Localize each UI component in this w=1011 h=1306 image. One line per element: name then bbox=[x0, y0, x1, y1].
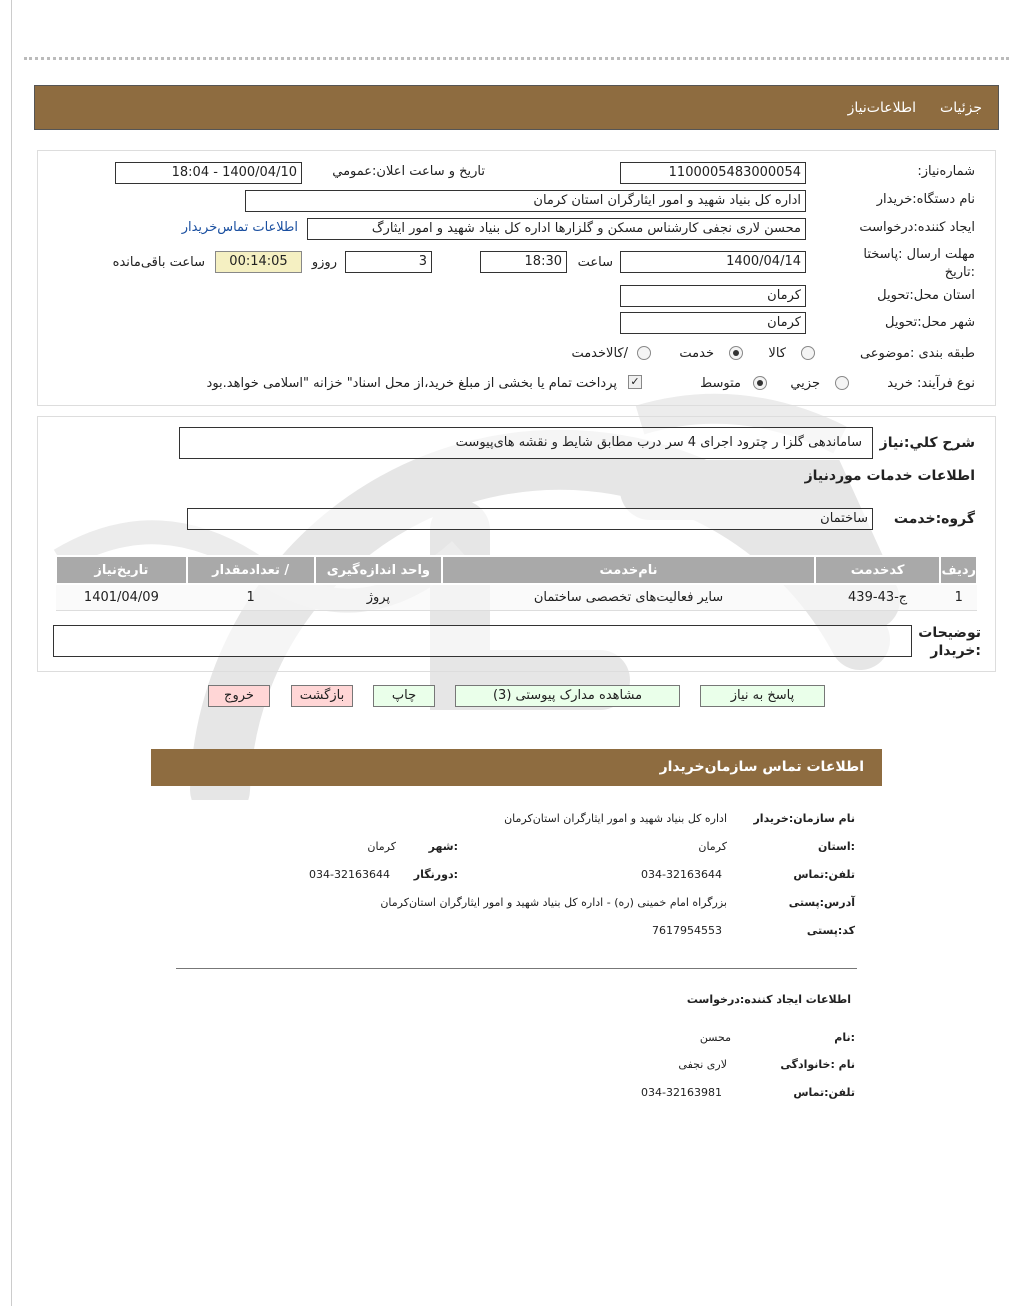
services-table bbox=[55, 555, 978, 611]
left-border-line bbox=[11, 0, 12, 1306]
deadline-label: مهلت ارسال :پاسختا :تاریخ bbox=[863, 247, 975, 280]
service-group-label: گروه:خدمت bbox=[893, 511, 975, 527]
deadline-time-field: 18:30 bbox=[480, 251, 567, 273]
buyer-notes-field bbox=[53, 625, 912, 657]
table-cell: ج-43-439 bbox=[815, 584, 941, 610]
org-name-label: نام سازمان:خریدار bbox=[753, 812, 855, 825]
creator-family-label: نام :خانوادگی bbox=[780, 1058, 855, 1071]
org-name-value: اداره کل بنیاد شهید و امور ایثارگران استان‌کرمان bbox=[504, 812, 727, 825]
province-field: کرمان bbox=[620, 285, 806, 307]
contact-phone-value: 034-32163644 bbox=[641, 868, 722, 881]
category-radio-goods[interactable] bbox=[801, 346, 815, 360]
creator-field: محسن لاری نجفی کارشناس مسکن و گلزارها اداره کل بنیاد شهید و امور ایثارگ bbox=[307, 218, 806, 240]
category-option-goods: کالا bbox=[768, 346, 786, 361]
need-number-field: 1100005483000054 bbox=[620, 162, 806, 184]
category-option-goods-service: /کالاخدمت bbox=[571, 346, 628, 361]
creator-name-value: محسن bbox=[699, 1031, 731, 1044]
contact-city-value: کرمان bbox=[367, 840, 396, 853]
description-field: ساماندهی گلزا ر چترود اجرای 4 سر درب مطابق شایط و نقشه های‌پیوست bbox=[179, 427, 873, 459]
deadline-date-field: 1400/04/14 bbox=[620, 251, 806, 273]
buyer-contact-title: اطلاعات تماس سازمان‌خریدار bbox=[659, 759, 864, 775]
province-label: استان محل:تحویل bbox=[877, 288, 975, 303]
category-radio-goods-service[interactable] bbox=[637, 346, 651, 360]
category-radio-service[interactable] bbox=[729, 346, 743, 360]
exit-button[interactable]: خروج bbox=[208, 685, 270, 707]
buyer-contact-link[interactable]: اطلاعات تماس‌خریدار bbox=[181, 220, 298, 235]
view-attachments-button[interactable]: مشاهده مدارک پیوستی (3) bbox=[455, 685, 680, 707]
process-radio-medium[interactable] bbox=[753, 376, 767, 390]
contact-province-value: کرمان bbox=[698, 840, 727, 853]
details-header-bar bbox=[34, 85, 999, 130]
days-field: 3 bbox=[345, 251, 432, 273]
table-header-row bbox=[56, 556, 977, 584]
hour-label: ساعت bbox=[577, 255, 613, 270]
contact-address-label: آدرس:پستی bbox=[788, 896, 855, 909]
announce-datetime-field: 1400/04/10 - 18:04 bbox=[115, 162, 302, 184]
contact-fax-label: :دورنگار bbox=[413, 868, 458, 881]
reply-button[interactable]: پاسخ به نیاز bbox=[700, 685, 825, 707]
buyer-notes-label: توضیحات :خریدار bbox=[918, 625, 981, 659]
process-option-minor: جزیي bbox=[790, 376, 820, 391]
print-button[interactable]: چاپ bbox=[373, 685, 435, 707]
creator-name-label: :نام bbox=[834, 1031, 855, 1044]
contact-postal-label: کد:پستی bbox=[806, 924, 855, 937]
contact-city-label: :شهر bbox=[428, 840, 458, 853]
creator-phone-value: 034-32163981 bbox=[641, 1086, 722, 1099]
category-label: طبقه بندی :موضوعی bbox=[859, 346, 975, 361]
contact-phone-label: تلفن:تماس bbox=[793, 868, 855, 881]
buyer-field: اداره کل بنیاد شهید و امور ایثارگران استان کرمان bbox=[245, 190, 806, 212]
creator-label: ایجاد کننده:درخواست bbox=[859, 220, 975, 235]
description-label: شرح کلي:نیاز bbox=[879, 435, 975, 451]
creator-phone-label: تلفن:تماس bbox=[793, 1086, 855, 1099]
contact-fax-value: 034-32163644 bbox=[309, 868, 390, 881]
table-cell: پروژ bbox=[315, 584, 443, 610]
creator-info-title: اطلاعات ایجاد کننده:درخواست bbox=[686, 993, 851, 1006]
column-header: نام‌خدمت bbox=[442, 556, 815, 584]
services-title: اطلاعات خدمات موردنیاز bbox=[804, 468, 975, 484]
table-row bbox=[56, 584, 977, 610]
back-button[interactable]: بازگشت bbox=[291, 685, 353, 707]
city-field: کرمان bbox=[620, 312, 806, 334]
table-cell: 1401/04/09 bbox=[56, 584, 187, 610]
treasury-payment-note: پرداخت تمام یا بخشی از مبلغ خرید،از محل اسناد" خزانه "اسلامی خواهد.بود bbox=[206, 376, 617, 391]
tab-need-info[interactable]: اطلاعات‌نیاز bbox=[847, 100, 916, 116]
announce-label: تاریخ و ساعت اعلان:عمومي bbox=[332, 164, 485, 179]
remaining-label: ساعت باقی‌مانده bbox=[112, 255, 205, 270]
days-label: روزو bbox=[311, 255, 337, 270]
tab-details[interactable]: جزئیات bbox=[940, 100, 982, 116]
category-option-service: خدمت bbox=[679, 346, 714, 361]
contact-address-value: بزرگراه امام خمینی (ره) - اداره کل بنیاد شهید و امور ایثارگران استان‌کرمان bbox=[380, 896, 727, 909]
table-cell: 1 bbox=[940, 584, 977, 610]
column-header: تاریخ‌نیاز bbox=[56, 556, 187, 584]
table-cell: 1 bbox=[187, 584, 315, 610]
treasury-payment-checkbox[interactable]: ✓ bbox=[628, 375, 642, 389]
buyer-label: نام دستگاه:خریدار bbox=[876, 192, 975, 207]
column-header: کدخدمت bbox=[815, 556, 941, 584]
process-radio-minor[interactable] bbox=[835, 376, 849, 390]
dotted-divider bbox=[24, 57, 1009, 60]
contact-postal-value: 7617954553 bbox=[652, 924, 722, 937]
remaining-time-badge: 00:14:05 bbox=[215, 251, 302, 273]
buyer-contact-header bbox=[151, 749, 882, 786]
service-group-field: ساختمان bbox=[187, 508, 873, 530]
process-option-medium: متوسط bbox=[700, 376, 741, 391]
table-cell: سایر فعالیت‌های تخصصی ساختمان bbox=[442, 584, 815, 610]
section-divider bbox=[176, 968, 857, 969]
need-number-label: شماره‌نیاز: bbox=[917, 164, 975, 179]
column-header: ردیف bbox=[940, 556, 977, 584]
city-label: شهر محل:تحویل bbox=[885, 315, 975, 330]
creator-family-value: لاری نجفی bbox=[678, 1058, 727, 1071]
process-label: نوع فرآیند: خرید bbox=[887, 376, 975, 391]
column-header: واحد اندازه‌گیری bbox=[315, 556, 443, 584]
contact-province-label: :استان bbox=[818, 840, 855, 853]
column-header: / تعدادمقدار bbox=[187, 556, 315, 584]
